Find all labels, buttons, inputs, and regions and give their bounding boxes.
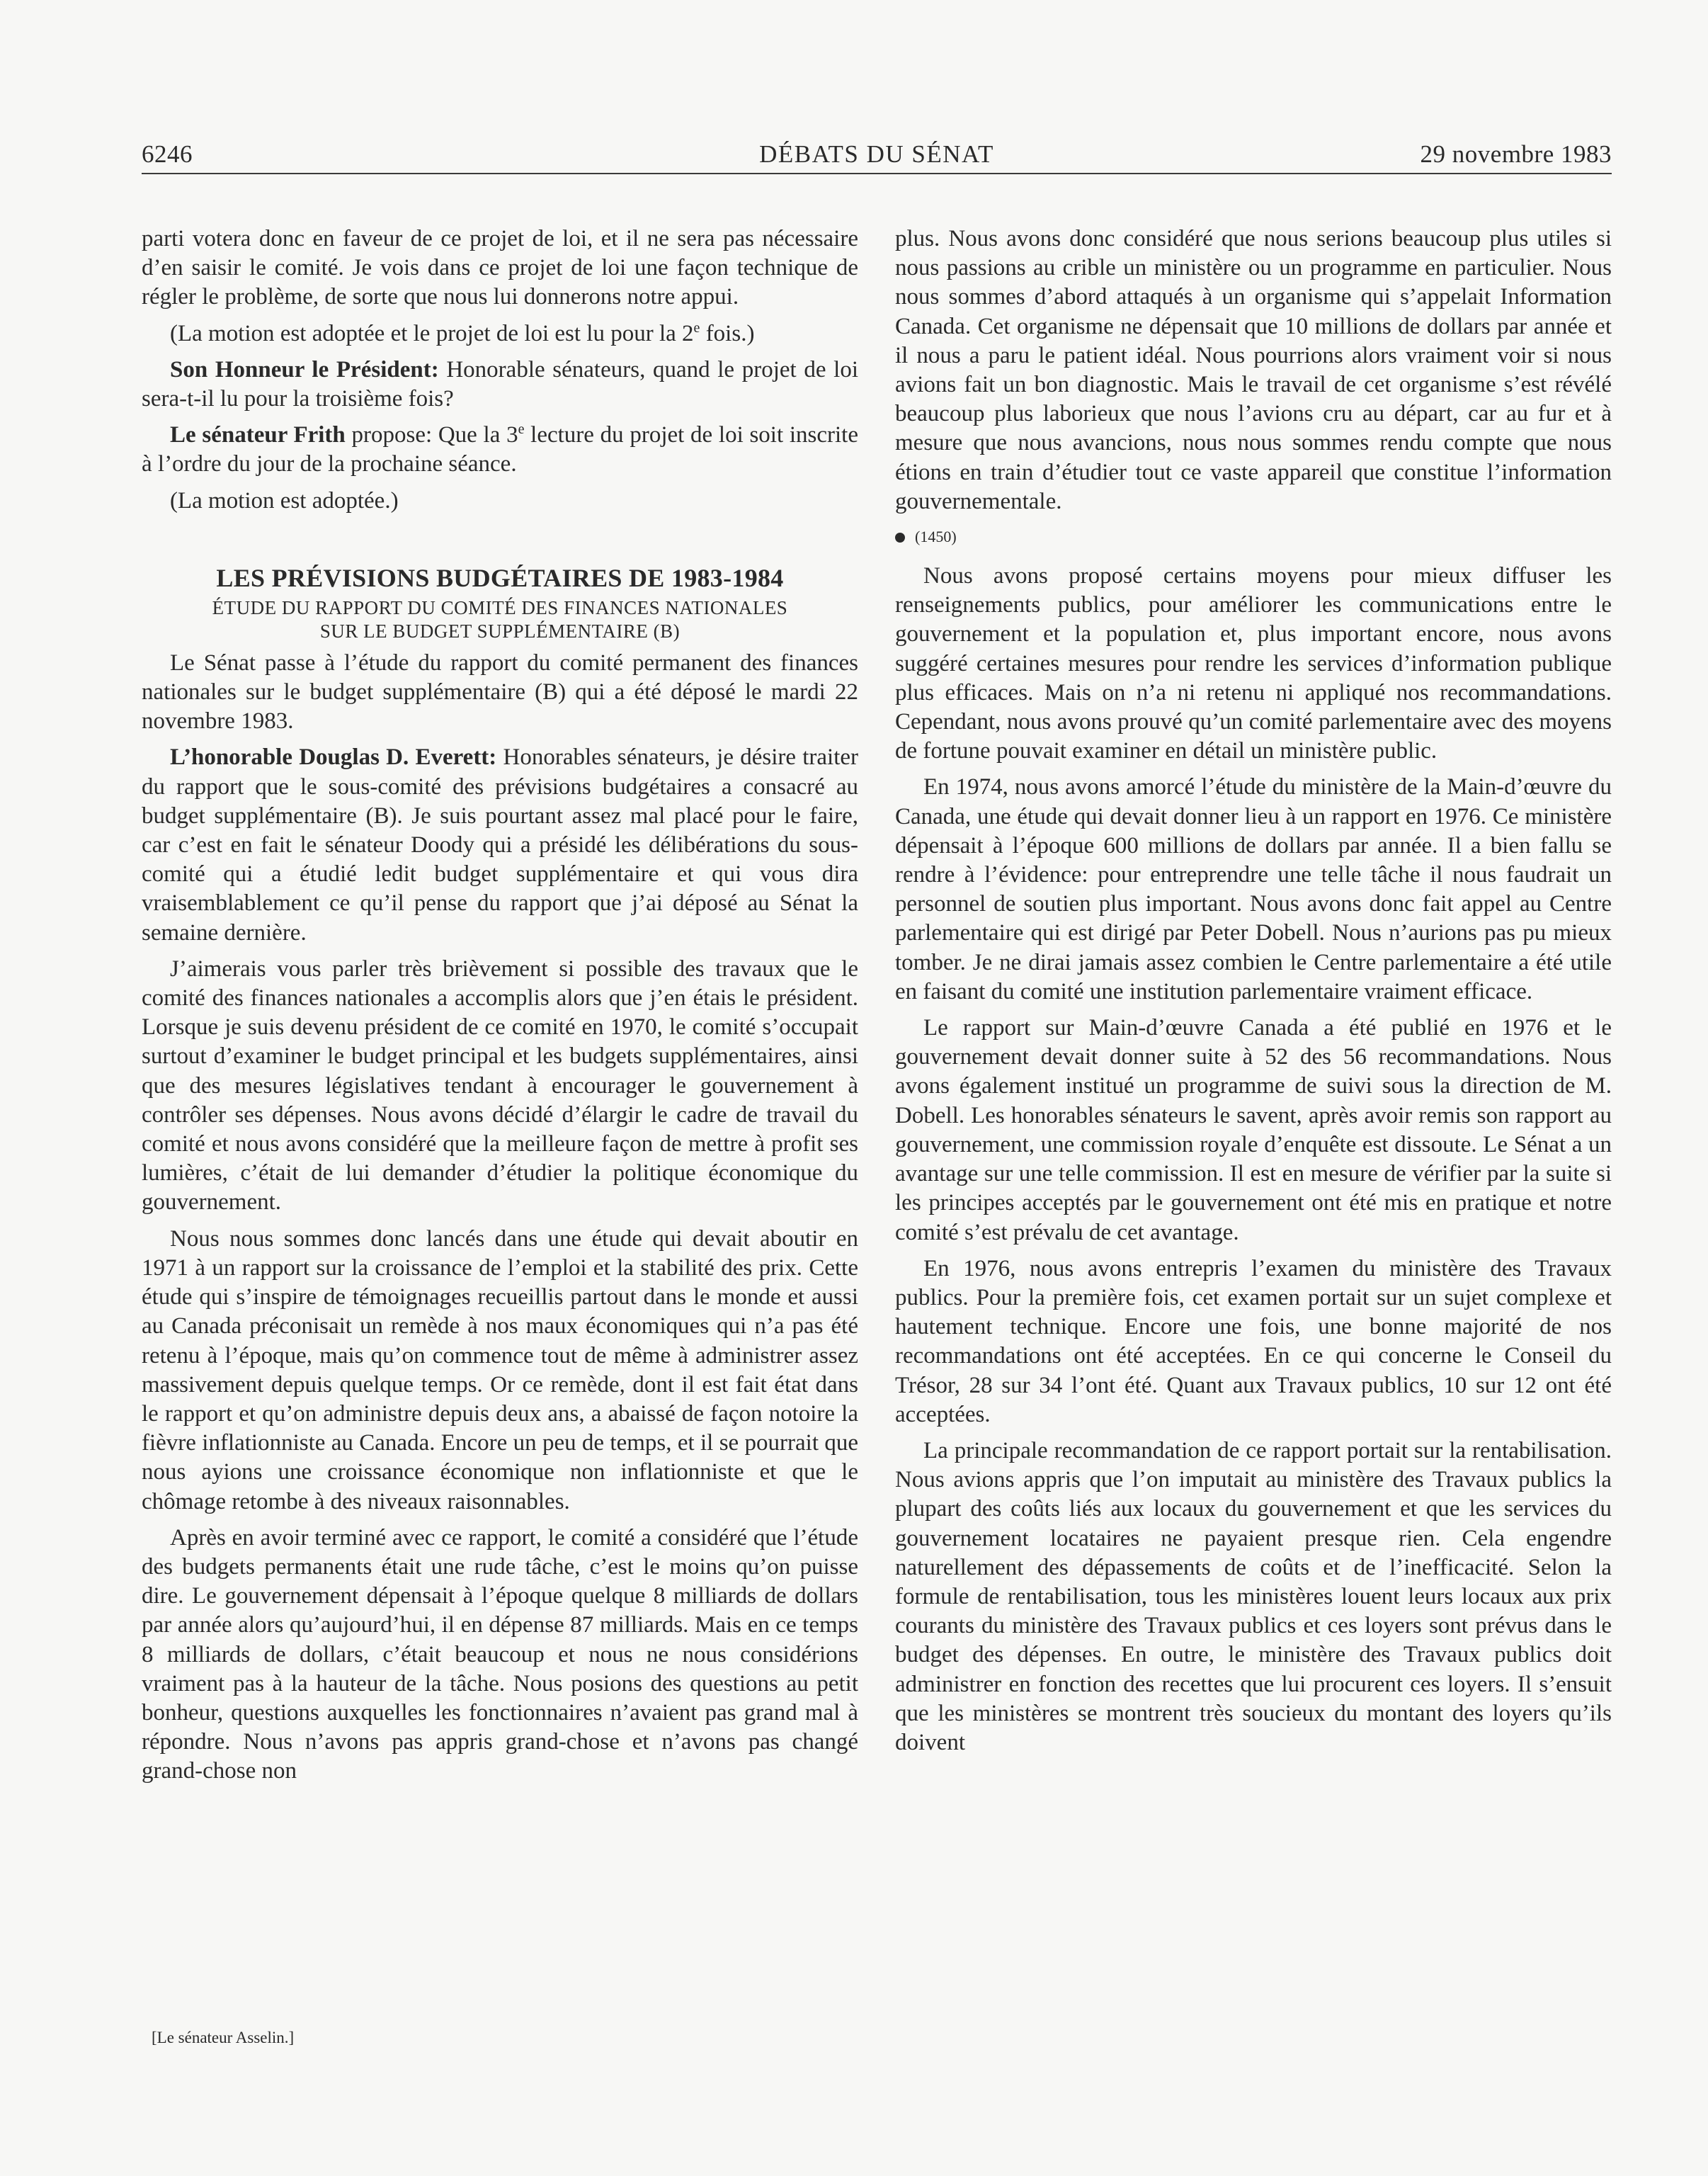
paragraph: Nous avons proposé certains moyens pour mieux diffuser les renseignements publics, pour améliorer les communications entre le gouvernement et la population et, plus important encore, nous avons suggéré certaines mesures pour rendre les services d’information publique plus efficaces. Mais on n’a ni retenu ni appliqué nos recommandations. Cependant, nous avons prouvé qu’un comité parlementaire avec des moyens de fortune pouvait examiner en détail un ministère public. [895, 563, 1612, 764]
paragraph: Après en avoir terminé avec ce rapport, le comité a considéré que l’étude des budgets permanents était une rude tâche, c’est le moins qu’on puisse dire. Le gouvernement dépensait à l’époque quelque 8 milliards de dollars par année alors qu’aujourd’hui, il en dépense 87 milliards. Mais en ce temps 8 milliards de dollars, c’était beaucoup et nous ne nous considérions vraiment pas à la hauteur de la tâche. Nous posions des questions au petit bonheur, questions auxquelles les fonctionnaires n’avaient pas grand mal à répondre. Nous n’avons pas appris grand-chose et n’avons pas changé grand-chose non [142, 1524, 858, 1784]
page-number: 6246 [142, 140, 193, 168]
paragraph [142, 421, 858, 479]
superscript: e [693, 319, 700, 336]
speaker-name: L’honorable Douglas D. Everett: [170, 744, 497, 771]
bullet-dot-icon [895, 533, 905, 543]
paragraph [142, 319, 858, 348]
paragraph: plus. Nous avons donc considéré que nous serions beaucoup plus utiles si nous passions au crible un ministère ou un programme en particulier. Nous nous sommes d’abord attaqués à un organisme qui s’appelait Information Canada. Cet organisme ne dépensait que 10 millions de dollars par année et il nous a paru le patient idéal. Nous pourrions alors vraiment voir si nous avions fait un bon diagnostic. Mais le travail de cet organisme s’est révélé beaucoup plus laborieux que nous l’avions cru au départ, car au fur et à mesure que nous avancions, nous nous sommes rendu compte que nous étions en train d’étudier tout ce vaste appareil que constitue l’information gouvernementale. [895, 226, 1612, 514]
time-marker [895, 526, 1612, 548]
subsection-line: ÉTUDE DU RAPPORT DU COMITÉ DES FINANCES NATIONALES [212, 596, 788, 618]
right-column [895, 225, 1612, 1764]
superscript: e [518, 421, 525, 438]
paragraph [142, 743, 858, 947]
paragraph-text: Honorable sénateurs, quand le projet de loi sera-t-il lu pour la troisième fois? [142, 356, 858, 412]
paragraph: Nous nous sommes donc lancés dans une étude qui devait aboutir en 1971 à un rapport sur la croissance de l’emploi et la stabilité des prix. Cette étude qui s’inspire de témoignages recueillis partout dans le monde et aussi au Canada préconisait un remède à nos maux économiques qui n’a pas été retenu à l’époque, mais qu’on commence tout de même à administrer assez massivement depuis quelque temps. Or ce remède, dont il est fait état dans le rapport et qu’on administre depuis deux ans, a abaissé de façon notoire la fièvre inflationniste au Canada. Encore un peu de temps, et il se pourrait que nous ayions une croissance économique non inflationniste et que le chômage retombe à des niveaux raisonnables. [142, 1225, 858, 1514]
speaker-name: Le sénateur Frith [170, 422, 346, 448]
subsection-title [142, 596, 858, 643]
page-date: 29 novembre 1983 [1420, 140, 1612, 168]
paragraph: En 1974, nous avons amorcé l’étude du ministère de la Main-d’œuvre du Canada, une étude qui devait donner lieu à un rapport en 1976. Ce ministère dépensait à l’époque 600 millions de dollars par année. Il a bien fallu se rendre à l’évidence: pour entreprendre une telle tâche il nous faudrait un personnel de soutien plus important. Nous avons donc fait appel au Centre parlementaire qui est dirigé par Peter Dobell. Nous n’aurions pas pu mieux tomber. Je ne dirai jamais assez combien le Centre parlementaire a été utile en faisant du comité une institution parlementaire vraiment efficace. [895, 774, 1612, 1004]
page-header [142, 139, 1612, 174]
paragraph: J’aimerais vous parler très brièvement si possible des travaux que le comité des finances nationales a accomplis alors que j’en étais le président. Lorsque je suis devenu président de ce comité en 1970, le comité s’occupait surtout d’examiner le budget principal et les budgets supplémentaires, ainsi que des mesures législatives tendant à encourager le gouvernement à contrôler ses dépenses. Nous avons décidé d’élargir le cadre de travail du comité et nous avons considéré que la meilleure façon de mettre à profit ses lumières, c’était de lui demander d’étudier la politique économique du gouvernement. [142, 956, 858, 1216]
paragraph: Le rapport sur Main-d’œuvre Canada a été publié en 1976 et le gouvernement devait donner suite à 52 des 56 recommandations. Nous avons également institué un programme de suivi sous la direction de M. Dobell. Les honorables sénateurs le savent, après avoir remis son rapport au gouvernement, une commission royale d’enquête est dissoute. Le Sénat a un avantage sur une telle commission. Il est en mesure de vérifier par la suite si les principes acceptés par le gouvernement ont été mis en pratique et notre comité s’est prévalu de cet avantage. [895, 1015, 1612, 1245]
paragraph: En 1976, nous avons entrepris l’examen du ministère des Travaux publics. Pour la première fois, cet examen portait sur un sujet complexe et hautement technique. Encore une fois, une bonne majorité de nos recommandations ont été acceptées. En ce qui concerne le Conseil du Trésor, 28 sur 34 l’ont été. Quant aux Travaux publics, 10 sur 12 ont été acceptées. [895, 1255, 1612, 1427]
paragraph-text: (La motion est adoptée et le projet de loi est lu pour la 2 [170, 320, 694, 346]
paragraph-text: fois.) [700, 320, 755, 346]
paragraph: La principale recommandation de ce rapport portait sur la rentabilisation. Nous avions appris que l’on imputait au ministère des Travaux publics la plupart des coûts liés aux locaux du gouvernement et que les services du gouvernement locataires ne payaient presque rien. Cela engendre naturellement des dépassements de coûts et de l’inefficacité. Selon la formule de rentabilisation, tous les ministères louent leurs locaux aux prix courants du ministère des Travaux publics et ces loyers sont prévus dans le budget des dépenses. En outre, le ministère des Travaux publics doit administrer en fonction des recettes que lui procurent ces loyers. Il s’ensuit que les ministères se montrent très soucieux du montant des loyers qu’ils doivent [895, 1437, 1612, 1755]
left-column [142, 225, 858, 1794]
paragraph: (La motion est adoptée.) [170, 487, 399, 514]
footnote: [Le sénateur Asselin.] [152, 2029, 295, 2046]
paragraph [142, 356, 858, 414]
publication-title: DÉBATS DU SÉNAT [759, 140, 994, 168]
time-marker-text: (1450) [915, 528, 957, 546]
speaker-name: Son Honneur le Président: [170, 356, 439, 382]
paragraph-text: Honorables sénateurs, je désire traiter du rapport que le sous-comité des prévisions budgétaires a consacré au budget supplémentaire (B). Je suis pourtant assez mal placé pour le faire, car c’est en fait le sénateur Doody qui a présidé les délibérations du sous-comité qui a étudié ledit budget supplémentaire et qui vous dira vraisemblablement ce qu’il pense du rapport que j’ai déposé au Sénat la semaine dernière. [142, 744, 859, 946]
paragraph-text: propose: Que la 3 [345, 422, 518, 448]
paragraph: parti votera donc en faveur de ce projet de loi, et il ne sera pas nécessaire d’en saisir le comité. Je vois dans ce projet de loi une façon technique de régler le problème, de sorte que nous lui donnerons notre appui. [142, 226, 858, 310]
paragraph-text: lecture du projet de loi soit inscrite à l’ordre du jour de la prochaine séance. [142, 422, 858, 477]
paragraph: Le Sénat passe à l’étude du rapport du comité permanent des finances nationales sur le budget supplémentaire (B) qui a été déposé le mardi 22 novembre 1983. [142, 650, 858, 735]
subsection-line: SUR LE BUDGET SUPPLÉMENTAIRE (B) [319, 620, 681, 642]
section-title: LES PRÉVISIONS BUDGÉTAIRES DE 1983-1984 [216, 563, 784, 592]
